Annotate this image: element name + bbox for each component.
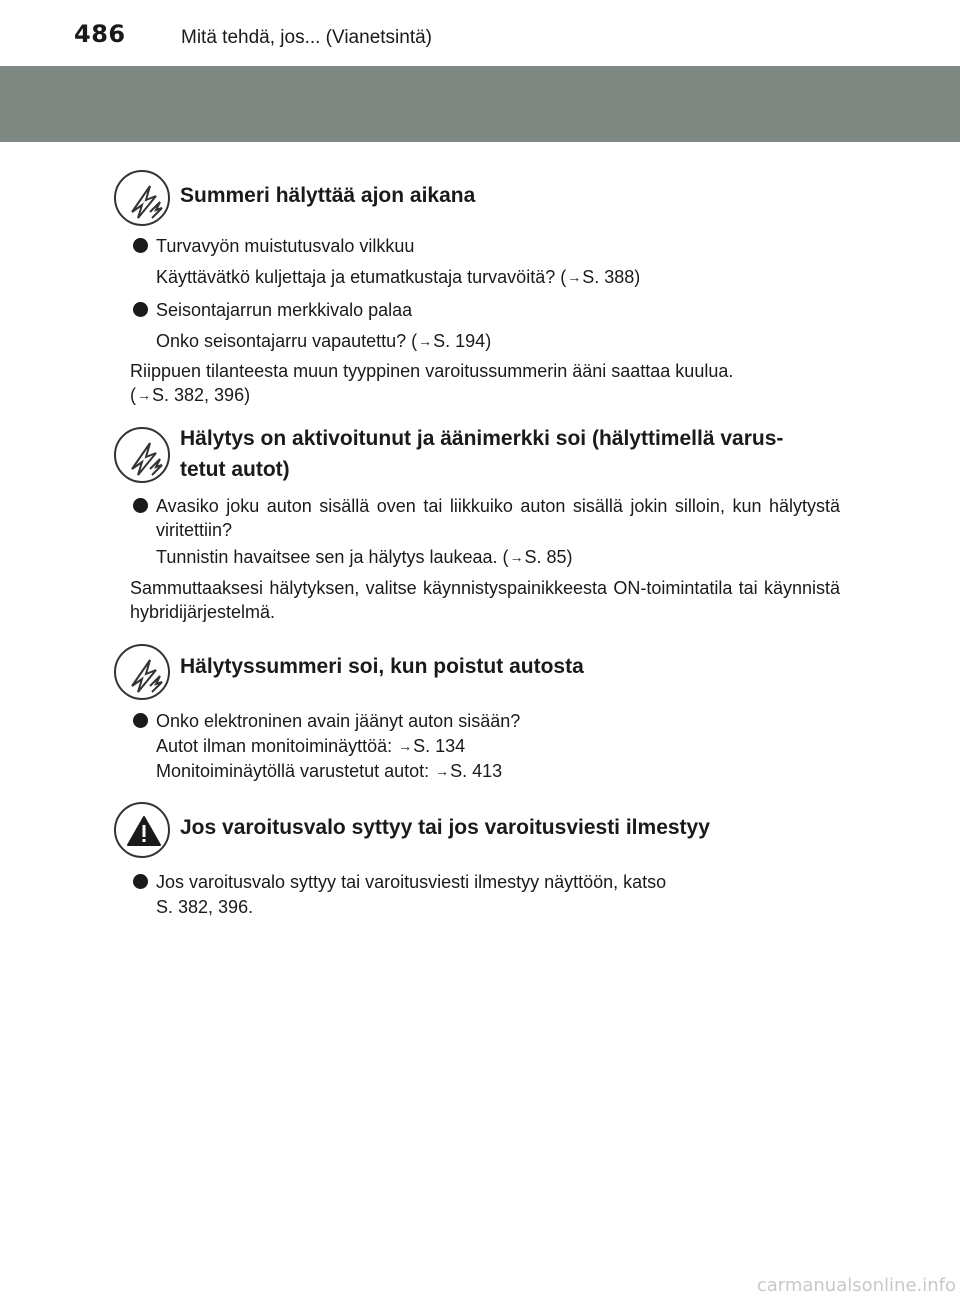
bullet-detail: Onko seisontajarru vapautettu? (→S. 194) [156, 331, 492, 351]
arrow-right-icon: → [398, 738, 413, 754]
bullet-text: S. 382, 396. [156, 897, 254, 917]
arrow-right-icon: → [567, 269, 582, 285]
bullet-point [133, 874, 148, 889]
bullet-point [133, 238, 148, 253]
bullet-text: Seisontajarrun merkkivalo palaa [156, 300, 413, 320]
section-title: Jos varoitusvalo syttyy tai jos varoitusviesti ilmestyy [180, 816, 710, 839]
bullet-text: Jos varoitusvalo syttyy tai varoitusviesti ilmestyy näyttöön, katso [156, 872, 667, 892]
exclamation-warning-icon [114, 802, 170, 858]
chapter-title: Mitä tehdä, jos... (Vianetsintä) [181, 27, 432, 48]
section-title: Summeri hälyttää ajon aikana [180, 184, 476, 207]
page-reference: S. 134 [413, 736, 466, 756]
bullet-detail: Käyttävätkö kuljettaja ja etumatkustaja turvavöitä? (→S. 388) [156, 267, 641, 287]
arrow-right-icon: → [509, 549, 524, 565]
bullet-point [133, 498, 148, 513]
page-reference: S. 388) [582, 267, 641, 287]
section-title: Hälytys on aktivoitunut ja äänimerkki soi (hälyttimellä varus- tetut autot) [180, 427, 784, 481]
bullet-text: Onko elektroninen avain jäänyt auton sisään? [156, 711, 521, 731]
bullet-text: Turvavyön muistutusvalo vilkkuu [156, 236, 415, 256]
note-reference: (→S. 382, 396) [130, 385, 251, 405]
header-band [0, 66, 960, 142]
bullet-detail: Autot ilman monitoiminäyttöä: →S. 134 [156, 736, 466, 756]
note-text: Sammuttaaksesi hälytyksen, valitse käynnistyspainikkeesta ON-toimintatila tai käynnistä hybridijärjestelmä. [130, 578, 840, 622]
page-reference: S. 413 [450, 761, 503, 781]
page-reference: S. 85) [524, 547, 573, 567]
warning-sound-icon [114, 644, 170, 700]
page-number: 486 [74, 20, 126, 48]
page-reference: S. 382, 396) [152, 385, 251, 405]
bullet-detail: Tunnistin havaitsee sen ja hälytys laukeaa. (→S. 85) [156, 547, 573, 567]
bullet-detail: Monitoiminäytöllä varustetut autot: →S. 413 [156, 761, 503, 781]
arrow-right-icon: → [435, 763, 450, 779]
watermark: carmanualsonline.info [756, 1275, 956, 1296]
page-reference: S. 194) [433, 331, 492, 351]
bullet-text: Avasiko joku auton sisällä oven tai liikkuiko auton sisällä jokin silloin, kun hälytystä viritettiin? [156, 496, 840, 540]
arrow-right-icon: → [137, 387, 151, 403]
section-title: Hälytyssummeri soi, kun poistut autosta [180, 655, 584, 678]
bullet-point [133, 713, 148, 728]
note-text: Riippuen tilanteesta muun tyyppinen varoitussummerin ääni saattaa kuulua. [130, 361, 734, 381]
warning-sound-icon [114, 170, 170, 226]
arrow-right-icon: → [418, 333, 433, 349]
page-header [0, 0, 960, 60]
bullet-point [133, 302, 148, 317]
warning-sound-icon [114, 427, 170, 483]
